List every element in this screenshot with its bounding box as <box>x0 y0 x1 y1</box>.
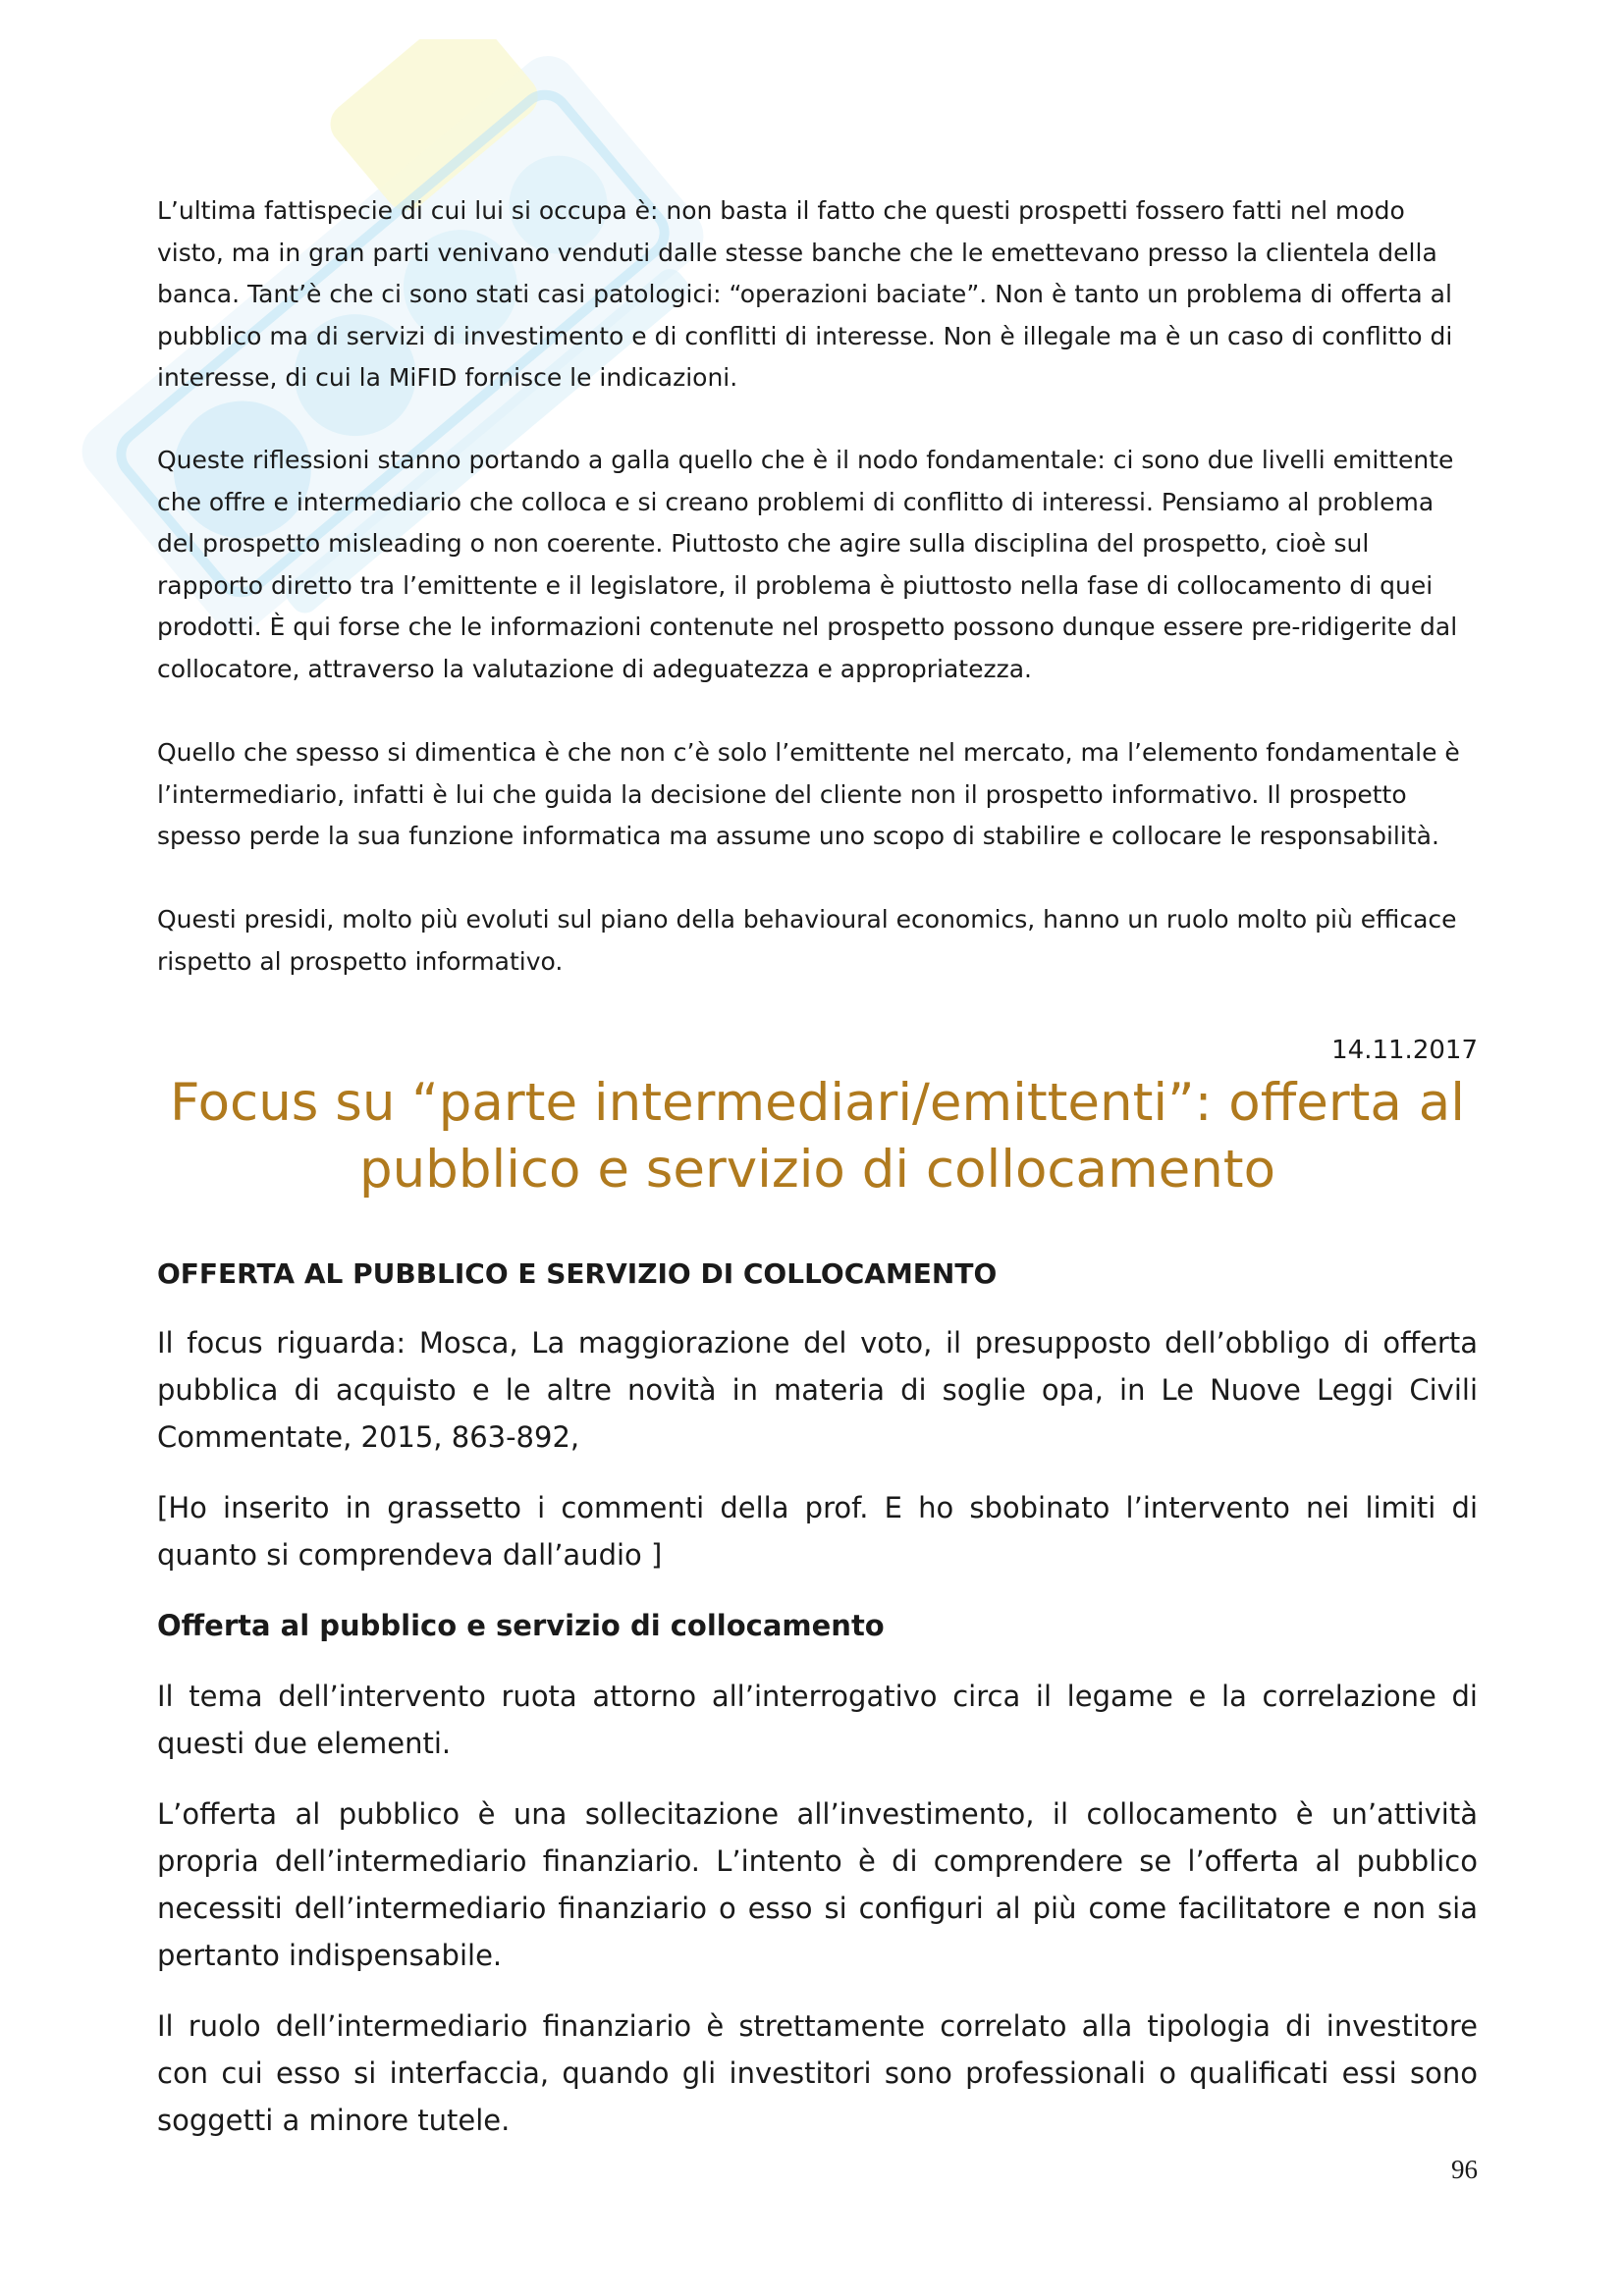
page-number: 96 <box>1451 2155 1478 2184</box>
title-line-1: Focus su “parte intermediari/emittenti”: offerta al <box>170 1073 1465 1133</box>
title-line-2: pubblico e servizio di collocamento <box>358 1140 1276 1200</box>
paragraph-offerta-pubblico: L’offerta al pubblico è una sollecitazione all’investimento, il collocamento è un’attività propria dell’intermediario finanziario. L’intento è di comprendere se l’offerta al pubblico necessiti dell’intermediario finanziario o esso si configuri al più come facilitatore e non sia pertanto indispensabile. <box>157 1797 1478 1972</box>
paragraph-riflessioni: Queste riflessioni stanno portando a galla quello che è il nodo fondamentale: ci sono due livelli emittente che offre e intermediario che colloca e si creano problemi di conflitto di interessi. Pensiamo al problema del prospetto misleading o non coerente. Piuttosto che agire sulla disciplina del prospetto, cioè sul rapporto diretto tra l’emittente e il legislatore, il problema è piuttosto nella fase di collocamento di quei prodotti. È qui forse che le informazioni contenute nel prospetto possono dunque essere pre-ridigerite dal collocatore, attraverso la valutazione di adeguatezza e appropriatezza. <box>157 446 1458 683</box>
paragraph-intermediario: Quello che spesso si dimentica è che non c’è solo l’emittente nel mercato, ma l’elemento fondamentale è l’intermediario, infatti è lui che guida la decisione del cliente non il prospetto informativo. Il prospetto spesso perde la sua funzione informatica ma assume uno scopo di stabilire e collocare le responsabilità. <box>157 738 1460 850</box>
paragraph-ruolo-intermediario: Il ruolo dell’intermediario finanziario è strettamente correlato alla tipologia di investitore con cui esso si interfaccia, quando gli investitori sono professionali o qualificati essi sono soggetti a minore tutele. <box>157 2009 1478 2137</box>
page-title <box>157 1070 1478 1203</box>
paragraph-operazioni-baciate: L’ultima fattispecie di cui lui si occupa è: non basta il fatto che questi prospetti fossero fatti nel modo visto, ma in gran parti venivano venduti dalle stesse banche che le emettevano presso la clientela della banca. Tant’è che ci sono stati casi patologici: “operazioni baciate”. Non è tanto un problema di offerta al pubblico ma di servizi di investimento e di conflitti di interesse. Non è illegale ma è un caso di conflitto di interesse, di cui la MiFID fornisce le indicazioni. <box>157 196 1453 392</box>
section-heading: OFFERTA AL PUBBLICO E SERVIZIO DI COLLOCAMENTO <box>157 1257 998 1290</box>
paragraph-tema-intervento: Il tema dell’intervento ruota attorno all’interrogativo circa il legame e la correlazione di questi due elementi. <box>157 1680 1478 1760</box>
paragraph-focus-riguarda: Il focus riguarda: Mosca, La maggiorazione del voto, il presupposto dell’obbligo di offerta pubblica di acquisto e le altre novità in materia di soglie opa, in Le Nuove Leggi Civili Commentate, 2015, 863-892, <box>157 1326 1478 1454</box>
page-content <box>157 0 1478 2296</box>
sub-heading: Offerta al pubblico e servizio di collocamento <box>157 1609 885 1642</box>
paragraph-presidi: Questi presidi, molto più evoluti sul piano della behavioural economics, hanno un ruolo molto più efficace rispetto al prospetto informativo. <box>157 905 1457 976</box>
paragraph-note-grassetto: [Ho inserito in grassetto i commenti della prof. E ho sbobinato l’intervento nei limiti di quanto si comprendeva dall’audio ] <box>157 1491 1478 1572</box>
lecture-date: 14.11.2017 <box>1331 1036 1478 1065</box>
